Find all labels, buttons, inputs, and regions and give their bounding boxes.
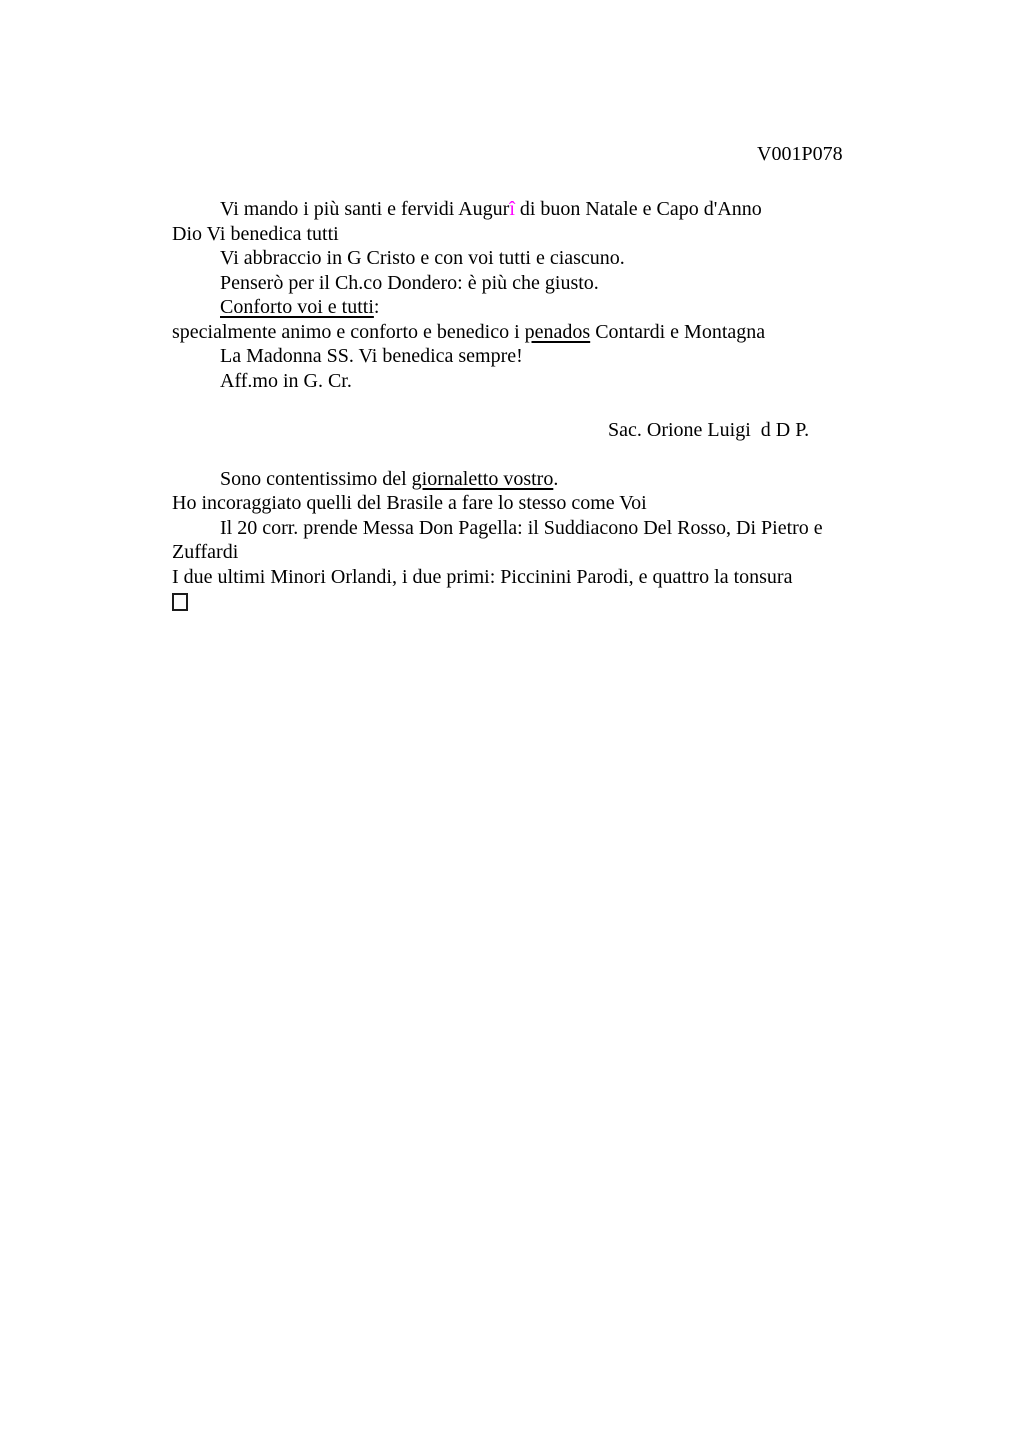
text-line	[172, 565, 952, 590]
text-line	[172, 369, 952, 394]
text-run: Sono contentissimo del	[220, 467, 412, 490]
text-line	[172, 197, 952, 222]
text-line	[172, 222, 952, 247]
text-run: Dio Vi benedica tutti	[172, 222, 339, 245]
text-line	[172, 418, 952, 443]
text-run: Contardi e Montagna	[590, 320, 766, 343]
text-line	[172, 589, 952, 614]
text-line	[172, 271, 952, 296]
text-line	[172, 467, 952, 492]
text-run: Il 20 corr. prende Messa Don Pagella: il Suddiacono Del Rosso, Di Pietro e	[220, 516, 823, 539]
underlined-text-run: Conforto voi e tutti	[220, 296, 374, 318]
text-line	[172, 540, 952, 565]
text-run: Penserò per il Ch.co Dondero: è più che giusto.	[220, 271, 599, 294]
text-run: Vi abbraccio in G Cristo e con voi tutti e ciascuno.	[220, 247, 625, 269]
text-line	[172, 516, 952, 541]
empty-box-glyph	[172, 593, 188, 611]
text-run: Zuffardi	[172, 541, 239, 563]
text-run: I due ultimi Minori Orlandi, i due primi: Piccinini Parodi, e quattro la tonsura	[172, 565, 793, 588]
text-run: di buon Natale e Capo d'Anno	[514, 198, 762, 220]
text-line	[172, 491, 952, 516]
text-run: Vi mando i più santi e fervidi Augur	[220, 198, 510, 220]
text-run: La Madonna SS. Vi benedica sempre!	[220, 345, 523, 367]
document-body	[172, 197, 952, 614]
text-line	[172, 246, 952, 271]
highlighted-character: î	[509, 198, 515, 220]
text-run: Sac. Orione Luigi d D P.	[608, 418, 810, 441]
text-line	[172, 344, 952, 369]
text-run: :	[373, 296, 380, 318]
page-code: V001P078	[757, 143, 843, 165]
text-run: .	[553, 467, 559, 490]
text-run: specialmente animo e conforto e benedico i	[172, 320, 525, 343]
text-run: Ho incoraggiato quelli del Brasile a fare lo stesso come Voi	[172, 492, 647, 514]
text-line	[172, 295, 952, 320]
underlined-text-run: giornaletto vostro	[411, 467, 554, 490]
text-run: Aff.mo in G. Cr.	[220, 369, 352, 392]
text-line	[172, 320, 952, 345]
blank-line	[172, 393, 952, 418]
blank-line	[172, 442, 952, 467]
underlined-text-run: penados	[524, 320, 591, 343]
